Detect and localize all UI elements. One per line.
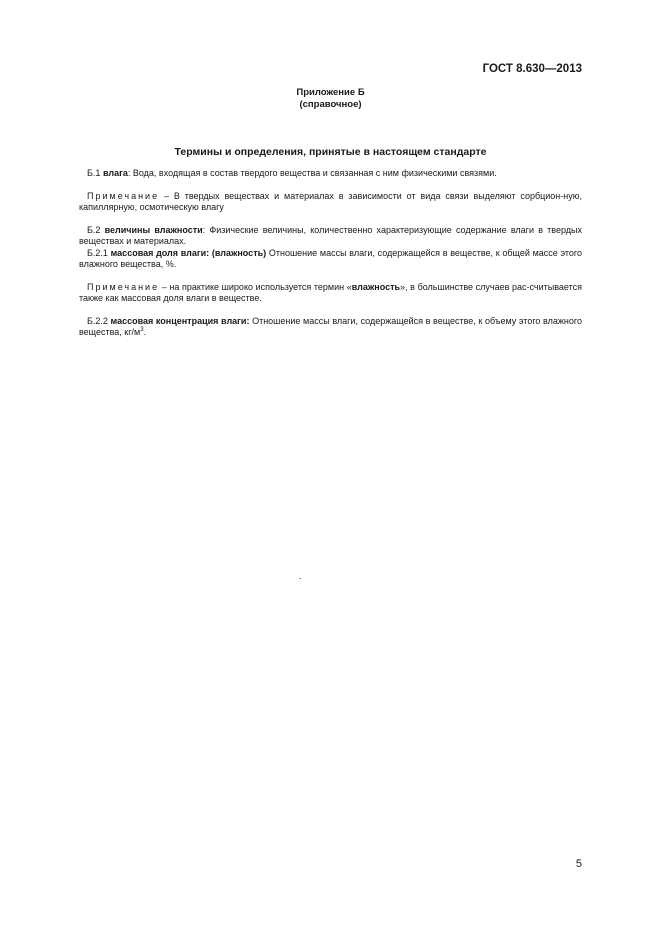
note-label: Примечание bbox=[87, 190, 160, 201]
annex-heading bbox=[0, 87, 661, 111]
entry-b2-2 bbox=[79, 316, 582, 339]
annex-title: Приложение Б bbox=[296, 87, 365, 98]
page-number: 5 bbox=[575, 858, 582, 870]
entry-definition: Вода, входящая в состав твердого вещества и связанная с ним физическими связями. bbox=[132, 168, 497, 178]
unit-superscript: 3 bbox=[140, 327, 144, 333]
note-2 bbox=[79, 282, 582, 305]
entry-term: величины влажности bbox=[104, 224, 203, 235]
entry-number: Б.2 bbox=[87, 224, 101, 235]
entry-definition: Физические величины, количественно характеризующие содержание влаги в твердых веществах и материалах. bbox=[79, 224, 582, 246]
note-text-after: », в большинстве случаев рас-считывается также как массовая доля влаги в веществе. bbox=[79, 281, 582, 303]
entry-definition: Отношение массы влаги, содержащейся в веществе, к объему этого влажного вещества, кг/м bbox=[79, 315, 582, 337]
entry-separator: : bbox=[202, 224, 206, 235]
section-title: Термины и определения, принятые в настоящем стандарте bbox=[174, 146, 487, 158]
entry-b1 bbox=[79, 168, 582, 180]
entry-term: массовая доля влаги: (влажность) bbox=[110, 247, 267, 258]
note-term: влажность bbox=[351, 281, 401, 292]
entry-term: массовая концентрация влаги: bbox=[110, 315, 250, 326]
note-text-before: – на практике широко используется термин « bbox=[161, 281, 352, 292]
note-1 bbox=[79, 191, 582, 214]
entry-b2-1 bbox=[79, 248, 582, 271]
entry-number: Б.1 bbox=[87, 168, 101, 178]
terms-content bbox=[79, 168, 582, 339]
entry-number: Б.2.1 bbox=[87, 247, 108, 258]
stray-dot: . bbox=[299, 571, 302, 581]
note-text: – В твердых веществах и материалах в зависимости от вида связи выделяют сорбцион-ную, капиллярную, осмотическую влагу bbox=[79, 190, 582, 212]
entry-separator: : bbox=[127, 168, 131, 178]
entry-b2 bbox=[79, 225, 582, 248]
entry-definition: Отношение массы влаги, содержащейся в веществе, к общей массе этого влажного вещества, %. bbox=[79, 247, 582, 269]
entry-number: Б.2.2 bbox=[87, 315, 108, 326]
note-label: Примечание bbox=[87, 281, 160, 292]
annex-subtitle: (справочное) bbox=[299, 99, 362, 110]
entry-term: влага bbox=[102, 168, 128, 178]
entry-end: . bbox=[143, 327, 147, 337]
standard-code: ГОСТ 8.630—2013 bbox=[482, 63, 582, 75]
